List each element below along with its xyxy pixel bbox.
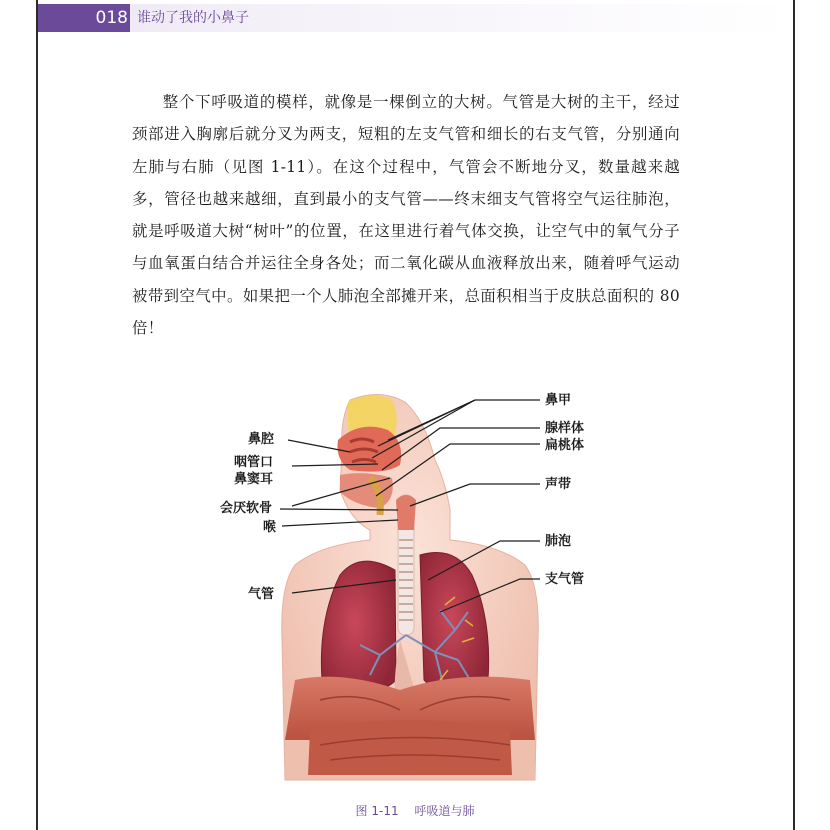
chapter-title: 谁动了我的小鼻子	[137, 10, 249, 26]
label-nasal-cavity: 鼻腔	[248, 432, 275, 447]
abdominal-muscle	[308, 720, 512, 775]
page-edge-left	[36, 0, 38, 830]
respiratory-figure	[200, 380, 620, 800]
figure-caption	[0, 802, 830, 819]
label-pharyngeal-opening: 咽管口	[234, 455, 274, 470]
caption-title: 呼吸道与肺	[414, 804, 475, 818]
label-adenoid: 腺样体	[545, 421, 585, 436]
page-number: 018	[38, 4, 130, 32]
label-sinus-ear: 鼻窦耳	[234, 472, 274, 487]
label-bronchus: 支气管	[545, 572, 585, 587]
label-larynx: 喉	[263, 520, 277, 535]
label-tonsil: 扁桃体	[545, 438, 585, 453]
body-text	[132, 86, 680, 344]
label-trachea: 气管	[248, 587, 275, 602]
caption-number: 图 1-11	[355, 804, 399, 818]
label-vocal-cord: 声带	[545, 477, 572, 492]
page-edge-right	[793, 0, 795, 830]
body-paragraph: 整个下呼吸道的模样，就像是一棵倒立的大树。气管是大树的主干，经过颈部进入胸廓后就分叉为两支，短粗的左支气管和细长的右支气管，分别通向左肺与右肺（见图 1-11）。在这个过程中，气管会不断地分叉，数量越来越多，管径也越来越细，直到最小的支气管——终末细支气管将空气运往肺泡，就是呼吸道大树“树叶”的位置，在这里进行着气体交换，让空气中的氧气分子与血氧蛋白结合并运往全身各处；而二氧化碳从血液释放出来，随着呼气运动被带到空气中。如果把一个人肺泡全部摊开来，总面积相当于皮肤总面积的 80 倍！	[132, 93, 680, 338]
label-alveoli: 肺泡	[545, 534, 572, 549]
anatomy-illustration	[200, 380, 620, 800]
label-turbinate: 鼻甲	[545, 393, 572, 408]
label-epiglottis: 会厌软骨	[220, 501, 273, 516]
larynx-shape	[396, 495, 416, 530]
